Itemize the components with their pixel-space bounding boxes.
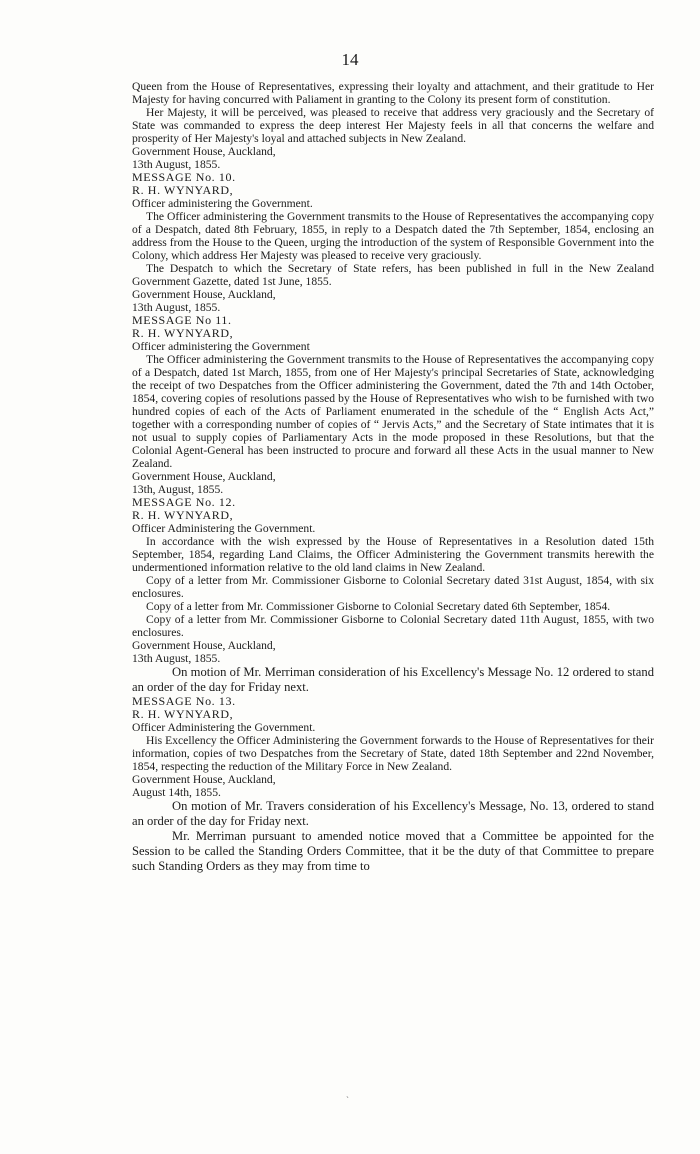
body-paragraph: His Excellency the Officer Administering the Government forwards to the House of Representatives for their information, copies of two Despatches from the Secretary of State, dated 18th September and 22nd November, 1854, respecting the reduction of the Military Force in New Zealand.: [132, 734, 654, 773]
message-heading: MESSAGE No. 13.: [132, 694, 236, 708]
body-paragraph: The Despatch to which the Secretary of State refers, has been published in full in the New Zealand Government Gazette, dated 1st June, 1855.: [132, 262, 654, 288]
motion-paragraph: On motion of Mr. Merriman consideration of his Excellency's Message No. 12 ordered to stand an order of the day for Friday next.: [132, 665, 654, 694]
signature-name: R. H. WYNYARD,: [132, 707, 234, 721]
date-line: August 14th, 1855.: [132, 786, 221, 799]
body-paragraph: The Officer administering the Government transmits to the House of Representatives the accompanying copy of a Despatch, dated 1st March, 1855, from one of Her Majesty's principal Secretaries of State, acknowledging the receipt of two Despatches from the Officer administering the Government, dated the 7th and 14th October, 1854, covering copies of resolutions passed by the House of Representatives who wish to be furnished with two hundred copies of each of the Acts of Parliament enumerated in the schedule of the “ English Acts Act,” together with a corresponding number of copies of “ Jervis Acts,” and the Secretary of State intimates that it is not usual to supply copies of Parliamentary Acts in the mode proposed in these Resolutions, but that the Colonial Agent-General has been instructed to procure and forward all these Acts in the usual manner to New Zealand.: [132, 353, 654, 470]
signature-name: R. H. WYNYARD,: [132, 326, 234, 340]
date-line: 13th, August, 1855.: [132, 483, 224, 496]
date-line: 13th August, 1855.: [132, 652, 221, 665]
body-paragraph: Copy of a letter from Mr. Commissioner Gisborne to Colonial Secretary dated 6th September, 1854.: [146, 600, 611, 613]
address-line: Government House, Auckland,: [132, 470, 276, 483]
motion-paragraph: Mr. Merriman pursuant to amended notice moved that a Committee be appointed for the Session to be called the Standing Orders Committee, that it be the duty of that Committee to prepare such Standing Orders as they may from time to: [132, 829, 654, 873]
stray-mark: ˏ: [346, 1088, 349, 1098]
body-paragraph: Copy of a letter from Mr. Commissioner Gisborne to Colonial Secretary dated 31st August, 1854, with six enclosures.: [132, 574, 654, 600]
body-paragraph: Queen from the House of Representatives, expressing their loyalty and attachment, and their gratitude to Her Majesty for having concurred with Paliament in granting to the Colony its present form of constitution.: [132, 80, 654, 106]
message-heading: MESSAGE No 11.: [132, 313, 232, 327]
address-line: Government House, Auckland,: [132, 639, 276, 652]
body-paragraph: Officer administering the Government: [132, 340, 310, 353]
address-line: Government House, Auckland,: [132, 288, 276, 301]
page-body: [132, 80, 654, 874]
signature-name: R. H. WYNYARD,: [132, 183, 234, 197]
address-line: Government House, Auckland,: [132, 145, 276, 158]
date-line: 13th August, 1855.: [132, 158, 221, 171]
body-paragraph: In accordance with the wish expressed by the House of Representatives in a Resolution dated 15th September, 1854, regarding Land Claims, the Officer Administering the Government transmits herewith the undermentioned information relative to the old land claims in New Zealand.: [132, 535, 654, 574]
body-paragraph: Her Majesty, it will be perceived, was pleased to receive that address very graciously and the Secretary of State was commanded to express the deep interest Her Majesty feels in all that concerns the welfare and prosperity of Her Majesty's loyal and attached subjects in New Zealand.: [132, 106, 654, 145]
page-number: 14: [341, 50, 359, 69]
body-paragraph: Officer administering the Government.: [132, 197, 313, 210]
body-paragraph: Copy of a letter from Mr. Commissioner Gisborne to Colonial Secretary dated 11th August, 1855, with two enclosures.: [132, 613, 654, 639]
motion-paragraph: On motion of Mr. Travers consideration of his Excellency's Message, No. 13, ordered to stand an order of the day for Friday next.: [132, 799, 654, 828]
date-line: 13th August, 1855.: [132, 301, 221, 314]
message-heading: MESSAGE No. 10.: [132, 170, 236, 184]
address-line: Government House, Auckland,: [132, 773, 276, 786]
signature-name: R. H. WYNYARD,: [132, 508, 234, 522]
body-paragraph: Officer Administering the Government.: [132, 522, 316, 535]
body-paragraph: Officer Administering the Government.: [132, 721, 316, 734]
body-paragraph: The Officer administering the Government transmits to the House of Representatives the accompanying copy of a Despatch, dated 8th February, 1855, in reply to a Despatch dated the 7th September, 1854, enclosing an address from the House to the Queen, urging the introduction of the system of Responsible Government into the Colony, which address Her Majesty was pleased to receive very graciously.: [132, 210, 654, 262]
message-heading: MESSAGE No. 12.: [132, 495, 236, 509]
